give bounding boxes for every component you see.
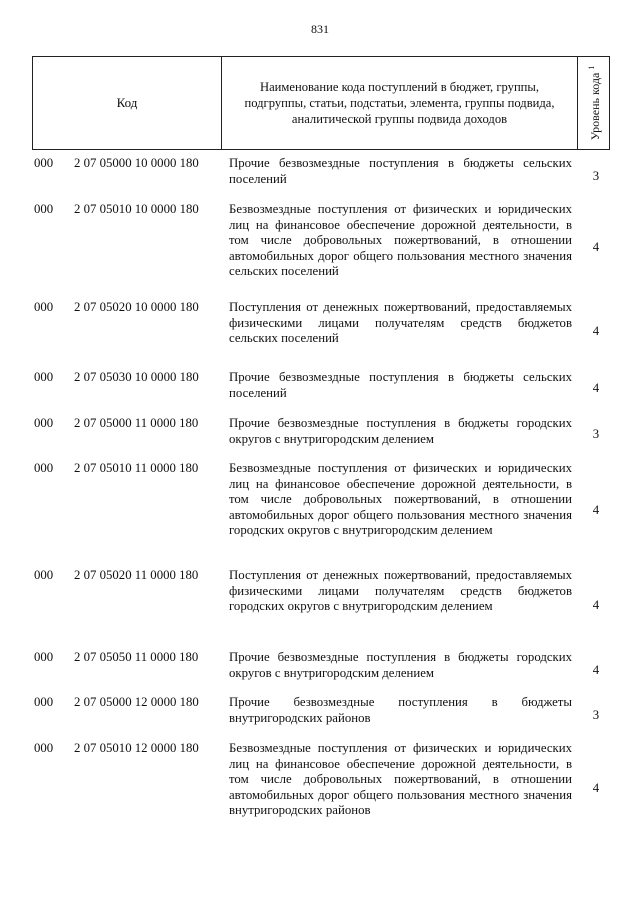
row-name: Прочие безвозмездные поступления в бюджеты сельских поселений — [229, 370, 572, 400]
row-level: 3 — [592, 708, 600, 722]
row-kind: 000 — [34, 650, 54, 664]
header-code: Код — [33, 57, 222, 149]
row-level: 4 — [592, 240, 600, 254]
row-code: 2 07 05010 10 0000 180 — [74, 202, 199, 216]
row-name: Безвозмездные поступления от физических и юридических лиц на финансовое обеспечение дорожной деятельности, в том числе добровольных пожертвований, в отношении автомобильных дорог общего пользования местного значения городских округов с внутригородским делением — [229, 461, 572, 538]
row-kind: 000 — [34, 461, 54, 475]
table-header — [32, 56, 610, 150]
header-level-footnote: 1 — [586, 65, 596, 70]
row-level: 4 — [592, 598, 600, 612]
row-name: Прочие безвозмездные поступления в бюджеты городских округов с внутригородским делением — [229, 416, 572, 446]
row-level: 4 — [592, 781, 600, 795]
row-kind: 000 — [34, 300, 54, 314]
row-code: 2 07 05030 10 0000 180 — [74, 370, 199, 384]
row-code: 2 07 05020 11 0000 180 — [74, 568, 199, 582]
row-level: 4 — [592, 503, 600, 517]
row-level: 4 — [592, 324, 600, 338]
row-kind: 000 — [34, 370, 54, 384]
row-kind: 000 — [34, 416, 54, 430]
row-name: Прочие безвозмездные поступления в бюджеты городских округов с внутригородским делением — [229, 650, 572, 680]
row-level: 3 — [592, 169, 600, 183]
header-level-label: Уровень кода — [587, 72, 602, 141]
header-name: Наименование кода поступлений в бюджет, группы, подгруппы, статьи, подстатьи, элемента, группы подвида, аналитической группы подвида доходов — [222, 57, 578, 149]
row-level: 4 — [592, 381, 600, 395]
row-kind: 000 — [34, 156, 54, 170]
row-code: 2 07 05010 12 0000 180 — [74, 741, 199, 755]
header-level — [587, 66, 603, 141]
row-name: Прочие безвозмездные поступления в бюджеты внутригородских районов — [229, 695, 572, 725]
row-code: 2 07 05000 11 0000 180 — [74, 416, 199, 430]
row-name: Безвозмездные поступления от физических и юридических лиц на финансовое обеспечение дорожной деятельности, в том числе добровольных пожертвований, в отношении автомобильных дорог общего пользования местного значения сельских поселений — [229, 202, 572, 279]
row-code: 2 07 05000 10 0000 180 — [74, 156, 199, 170]
row-kind: 000 — [34, 741, 54, 755]
row-name: Безвозмездные поступления от физических и юридических лиц на финансовое обеспечение дорожной деятельности, в том числе добровольных пожертвований, в отношении автомобильных дорог общего пользования местного значения внутригородских районов — [229, 741, 572, 818]
row-level: 3 — [592, 427, 600, 441]
row-level: 4 — [592, 663, 600, 677]
row-name: Прочие безвозмездные поступления в бюджеты сельских поселений — [229, 156, 572, 186]
row-code: 2 07 05010 11 0000 180 — [74, 461, 199, 475]
header-level-cell — [578, 57, 611, 149]
page-number: 831 — [311, 22, 329, 36]
row-kind: 000 — [34, 695, 54, 709]
row-kind: 000 — [34, 568, 54, 582]
row-code: 2 07 05050 11 0000 180 — [74, 650, 199, 664]
row-code: 2 07 05020 10 0000 180 — [74, 300, 199, 314]
row-name: Поступления от денежных пожертвований, предоставляемых физическими лицами получателям средств бюджетов городских округов с внутригородским делением — [229, 568, 572, 614]
row-name: Поступления от денежных пожертвований, предоставляемых физическими лицами получателям средств бюджетов сельских поселений — [229, 300, 572, 346]
row-kind: 000 — [34, 202, 54, 216]
row-code: 2 07 05000 12 0000 180 — [74, 695, 199, 709]
